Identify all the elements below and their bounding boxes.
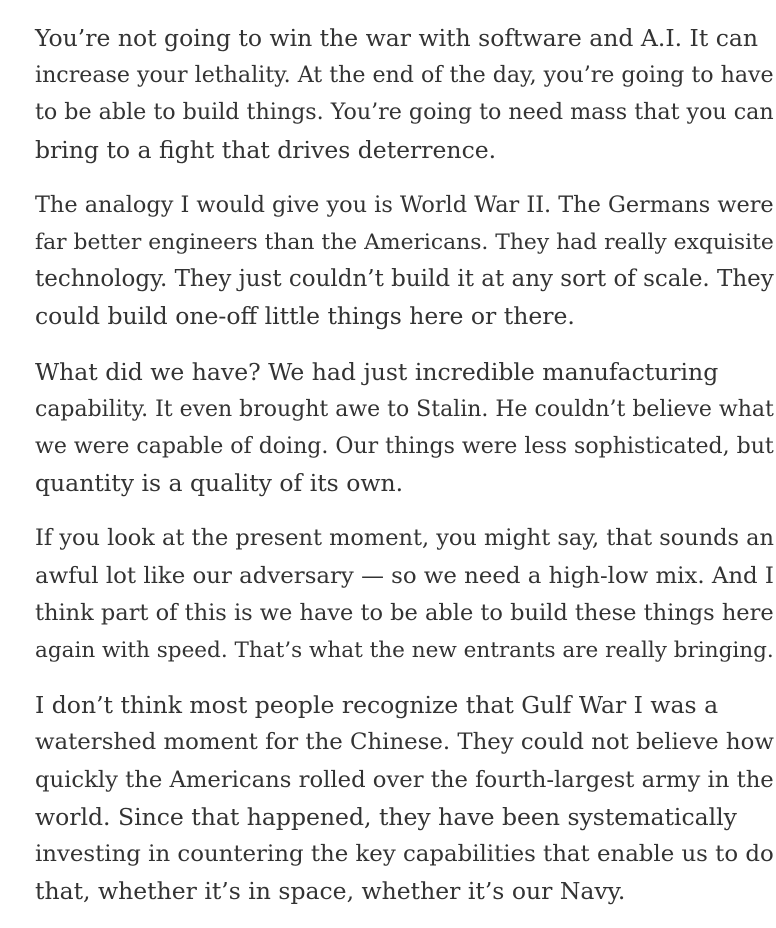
paragraph-line: The analogy I would give you is World War II. The Germans were [35, 191, 774, 218]
paragraph-line: quantity is a quality of its own. [35, 469, 404, 498]
paragraph-line: If you look at the present moment, you might say, that sounds an [35, 525, 775, 552]
paragraph-line: I don’t think most people recognize that Gulf War I was a [35, 691, 719, 720]
paragraph-line: we were capable of doing. Our things were less sophisticated, but [35, 434, 774, 460]
paragraph-4 [35, 520, 776, 669]
paragraph-5 [35, 687, 776, 910]
paragraph-line: think part of this is we have to be able to build these things here [35, 599, 774, 626]
paragraph-line: awful lot like our adversary — so we need a high-low mix. And I [35, 562, 774, 589]
paragraph-line: to be able to build things. You’re going to need mass that you can [35, 99, 774, 126]
paragraph-line: technology. They just couldn’t build it at any sort of scale. They [35, 266, 774, 293]
paragraph-3 [35, 354, 776, 503]
paragraph-2 [35, 187, 776, 336]
paragraph-line: investing in countering the key capabilities that enable us to do [35, 841, 774, 868]
paragraph-line: could build one-off little things here or there. [35, 302, 575, 331]
paragraph-line: world. Since that happened, they have been systematically [35, 802, 737, 831]
paragraph-line: that, whether it’s in space, whether it’s our Navy. [35, 877, 626, 906]
paragraph-line: increase your lethality. At the end of the day, you’re going to have [35, 62, 774, 89]
paragraph-line: quickly the Americans rolled over the fourth-largest army in the [35, 766, 774, 793]
paragraph-line: again with speed. That’s what the new entrants are really bringing. [35, 638, 774, 664]
paragraph-line: You’re not going to win the war with software and A.I. It can [35, 24, 759, 52]
article-body [35, 20, 776, 928]
paragraph-line: watershed moment for the Chinese. They could not believe how [35, 729, 774, 756]
paragraph-1 [35, 20, 776, 169]
paragraph-line: far better engineers than the Americans. They had really exquisite [35, 230, 774, 256]
paragraph-line: capability. It even brought awe to Stalin. He couldn’t believe what [35, 396, 774, 422]
paragraph-line: bring to a fight that drives deterrence. [35, 135, 497, 164]
paragraph-line: What did we have? We had just incredible manufacturing [35, 357, 719, 386]
